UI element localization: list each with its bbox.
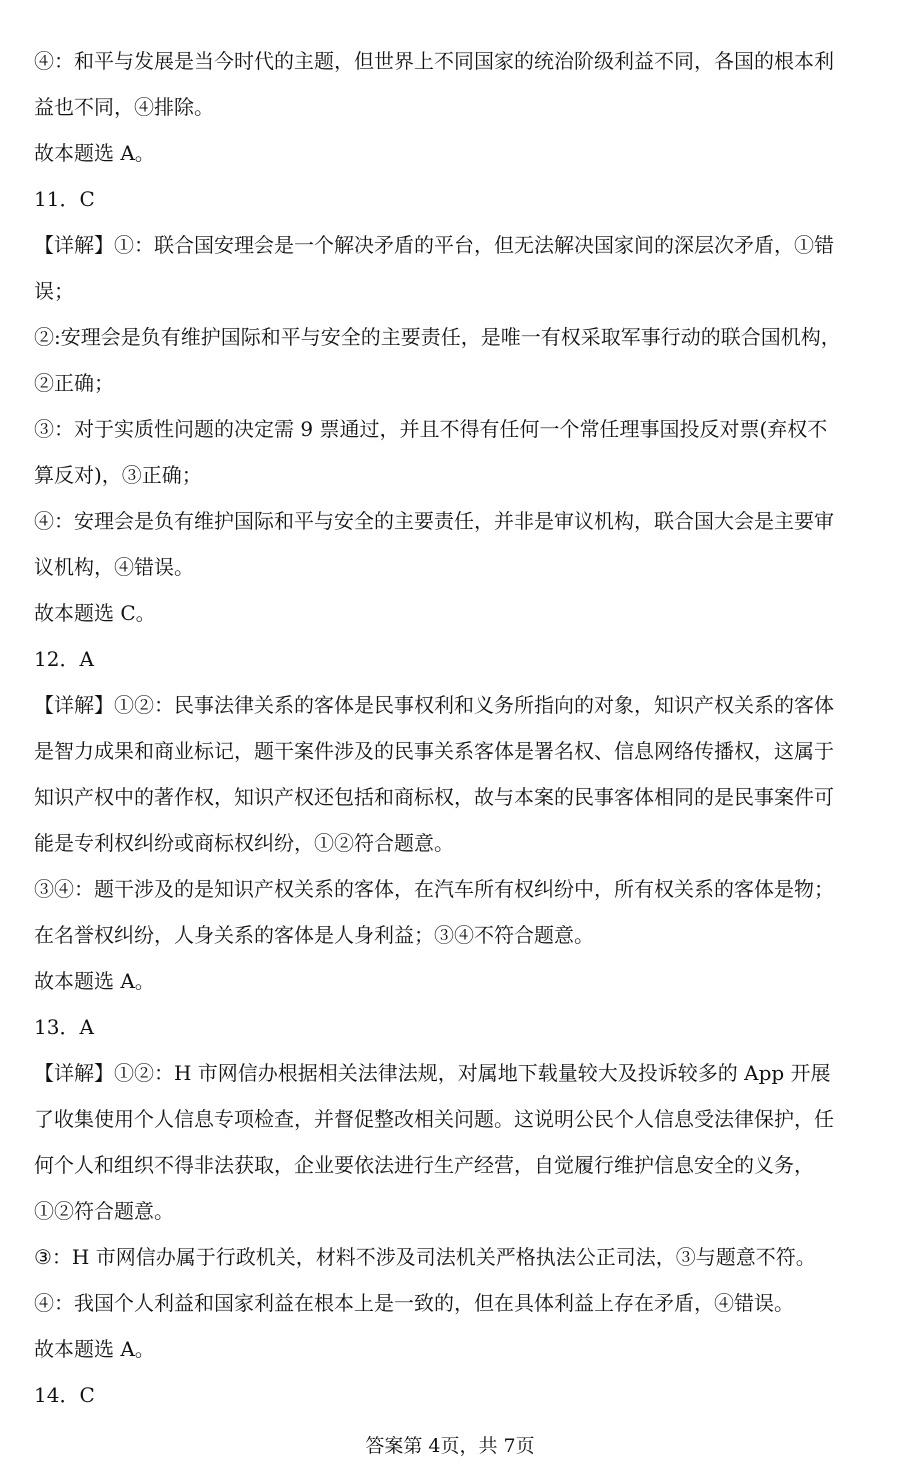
text-line: 【详解】①②：民事法律关系的客体是民事权利和义务所指向的对象，知识产权关系的客体 (34, 693, 834, 717)
text-line: 误； (34, 279, 74, 303)
text-line: 议机构，④错误。 (34, 555, 194, 579)
text-line: ③④：题干涉及的是知识产权关系的客体，在汽车所有权纠纷中，所有权关系的客体是物； (34, 877, 834, 901)
conclusion-line: 故本题选 A。 (34, 141, 155, 165)
text-line: 能是专利权纠纷或商标权纠纷，①②符合题意。 (34, 831, 454, 855)
text-line: 何个人和组织不得非法获取，企业要依法进行生产经营，自觉履行维护信息安全的义务， (34, 1153, 814, 1177)
text-line: 知识产权中的著作权，知识产权还包括和商标权，故与本案的民事客体相同的是民事案件可 (34, 785, 834, 809)
question-number: 14．C (34, 1383, 95, 1407)
page-footer: 答案第 4页，共 7页 (365, 1435, 535, 1457)
text-line: 益也不同，④排除。 (34, 95, 214, 119)
text-line: 是智力成果和商业标记，题干案件涉及的民事关系客体是署名权、信息网络传播权，这属于 (34, 739, 834, 763)
conclusion-line: 故本题选 C。 (34, 601, 156, 625)
text-line: ④：我国个人利益和国家利益在根本上是一致的，但在具体利益上存在矛盾，④错误。 (34, 1291, 794, 1315)
conclusion-line: 故本题选 A。 (34, 969, 155, 993)
question-number: 13．A (34, 1015, 94, 1039)
text-line: 在名誉权纠纷，人身关系的客体是人身利益；③④不符合题意。 (34, 923, 594, 947)
text-line: ③：H 市网信办属于行政机关，材料不涉及司法机关严格执法公正司法，③与题意不符。 (34, 1245, 816, 1269)
text-line: ②:安理会是负有维护国际和平与安全的主要责任，是唯一有权采取军事行动的联合国机构， (34, 325, 841, 349)
question-number: 11．C (34, 187, 95, 211)
text-line: ②正确； (34, 371, 114, 395)
question-number: 12．A (34, 647, 94, 671)
text-line: 【详解】①：联合国安理会是一个解决矛盾的平台，但无法解决国家间的深层次矛盾，①错 (34, 233, 834, 257)
text-line: ④：安理会是负有维护国际和平与安全的主要责任，并非是审议机构，联合国大会是主要审 (34, 509, 834, 533)
text-line: ③：对于实质性问题的决定需 9 票通过，并且不得有任何一个常任理事国投反对票(弃权不 (34, 417, 828, 441)
text-line: ④：和平与发展是当今时代的主题，但世界上不同国家的统治阶级利益不同，各国的根本利 (34, 49, 834, 73)
conclusion-line: 故本题选 A。 (34, 1337, 155, 1361)
text-line: 了收集使用个人信息专项检查，并督促整改相关问题。这说明公民个人信息受法律保护，任 (34, 1107, 834, 1131)
text-line: 算反对)，③正确； (34, 463, 202, 487)
text-line: ①②符合题意。 (34, 1199, 174, 1223)
answer-content (34, 38, 864, 1418)
text-line: 【详解】①②：H 市网信办根据相关法律法规，对属地下载量较大及投诉较多的 App 开展 (34, 1061, 831, 1085)
